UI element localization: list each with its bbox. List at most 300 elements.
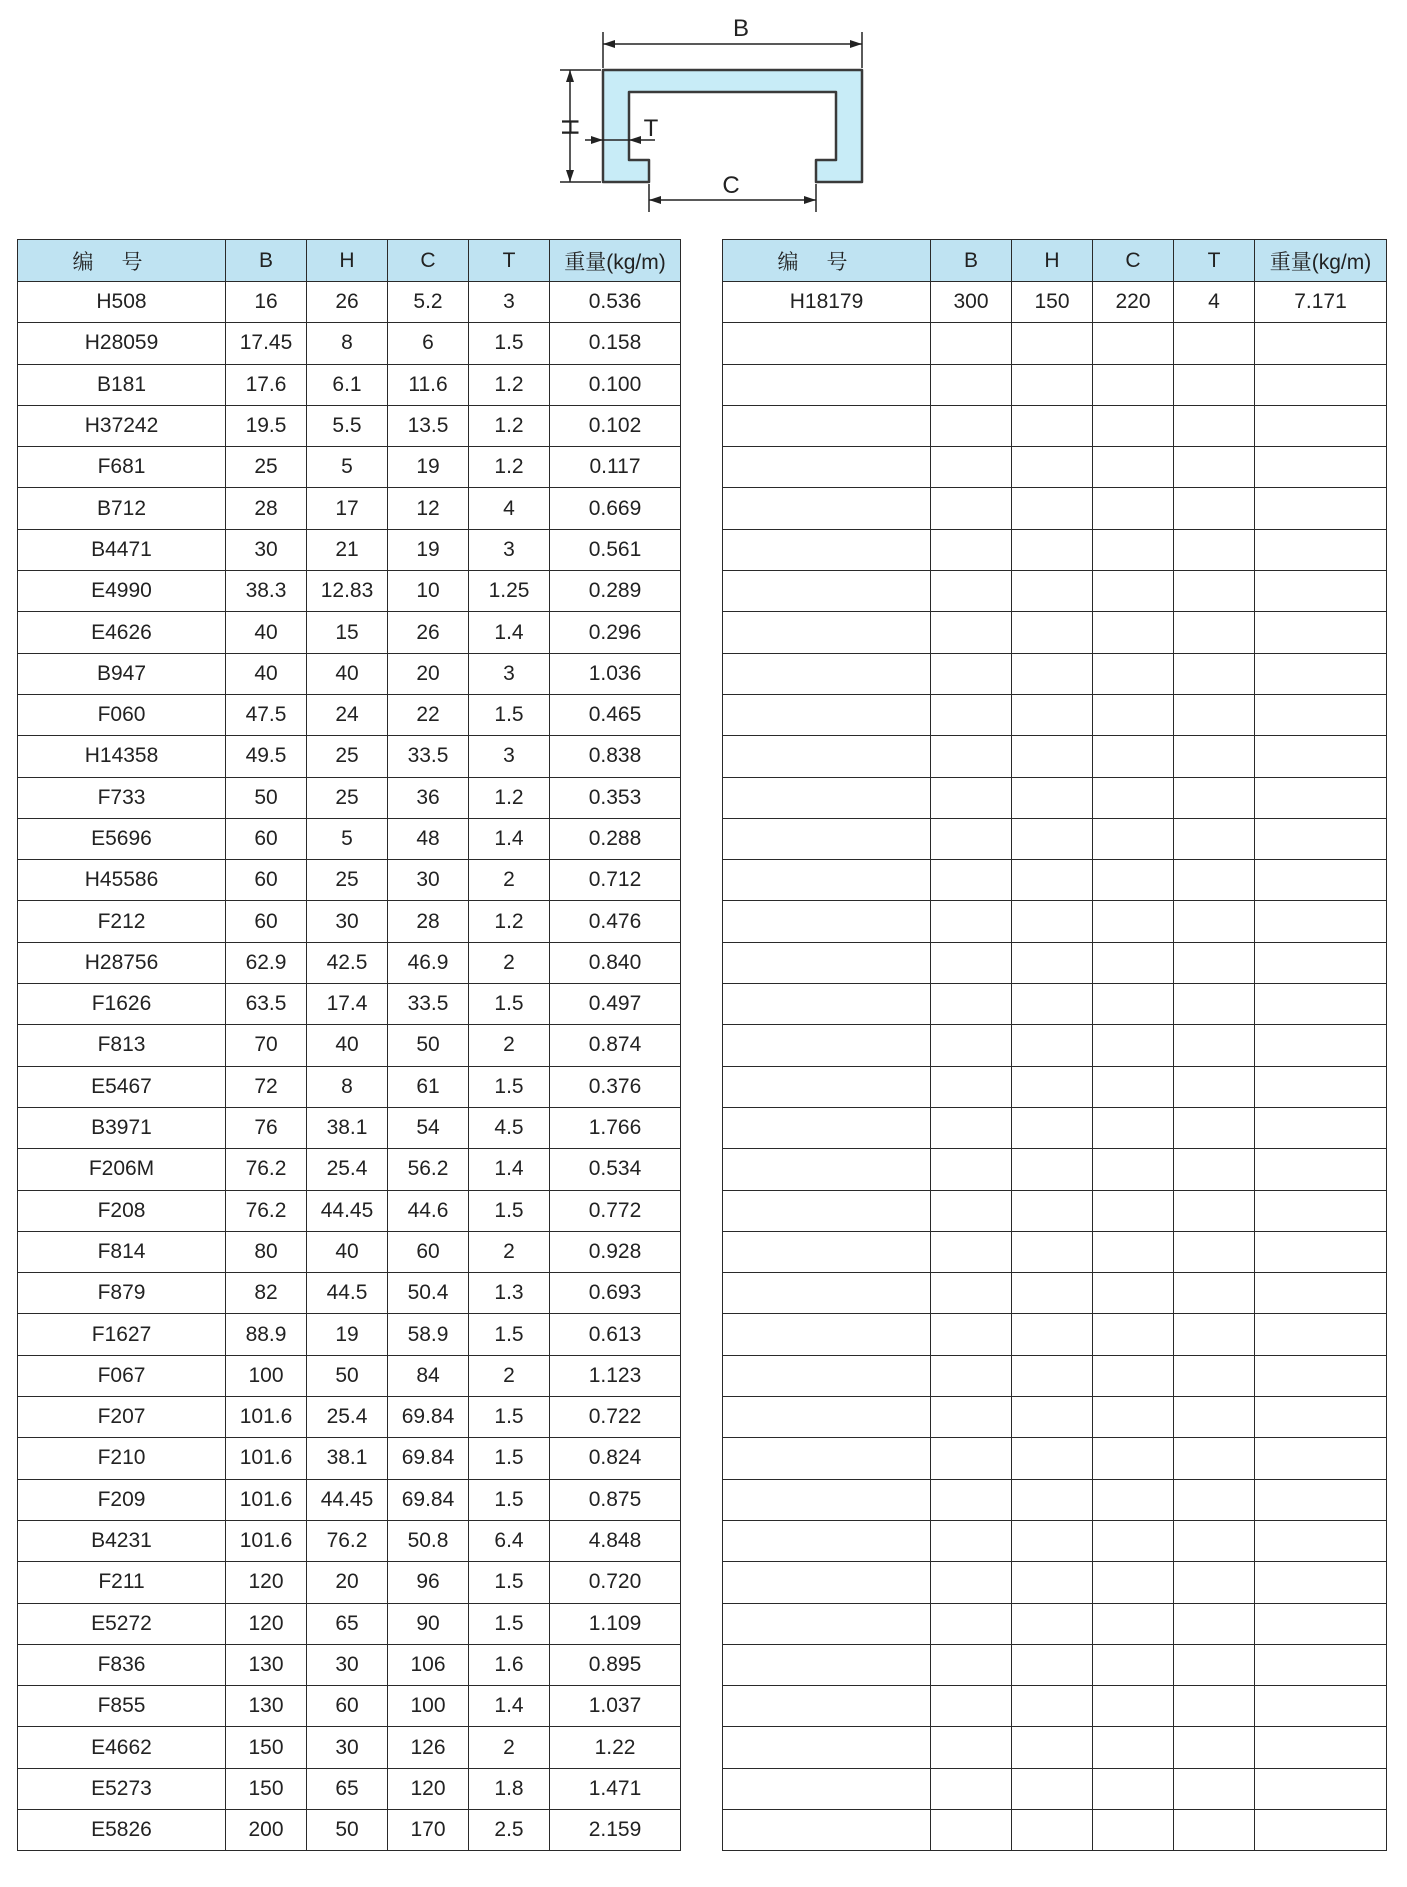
cell-c: 126 bbox=[388, 1727, 469, 1768]
cell-t: 1.2 bbox=[469, 777, 550, 818]
cell-code: H18179 bbox=[723, 282, 931, 323]
cell-code: E5467 bbox=[18, 1066, 226, 1107]
cell-b bbox=[931, 1231, 1012, 1272]
cell-code bbox=[723, 736, 931, 777]
cell-code bbox=[723, 571, 931, 612]
cell-h: 15 bbox=[307, 612, 388, 653]
cell-h: 8 bbox=[307, 323, 388, 364]
cell-b: 17.45 bbox=[226, 323, 307, 364]
cell-code: F733 bbox=[18, 777, 226, 818]
cell-code bbox=[723, 1273, 931, 1314]
cell-b: 38.3 bbox=[226, 571, 307, 612]
cell-t: 1.5 bbox=[469, 1397, 550, 1438]
cell-t: 2 bbox=[469, 1025, 550, 1066]
cell-b bbox=[931, 1809, 1012, 1850]
channel-profile-shape bbox=[603, 70, 862, 182]
cell-t: 4 bbox=[1174, 282, 1255, 323]
header-b: B bbox=[226, 240, 307, 282]
empty-table-row bbox=[723, 818, 1387, 859]
cell-b bbox=[931, 1727, 1012, 1768]
cell-c bbox=[1093, 777, 1174, 818]
empty-table-row bbox=[723, 901, 1387, 942]
cell-weight bbox=[1255, 1603, 1387, 1644]
cell-b bbox=[931, 529, 1012, 570]
empty-table-row bbox=[723, 323, 1387, 364]
cell-b: 130 bbox=[226, 1686, 307, 1727]
dimension-c-label: C bbox=[722, 172, 740, 199]
cell-c: 100 bbox=[388, 1686, 469, 1727]
cell-code: F208 bbox=[18, 1190, 226, 1231]
cell-weight: 0.712 bbox=[550, 860, 681, 901]
cell-t bbox=[1174, 612, 1255, 653]
dimension-c-arrow-left bbox=[649, 196, 661, 204]
cell-weight: 0.824 bbox=[550, 1438, 681, 1479]
cell-weight bbox=[1255, 1644, 1387, 1685]
empty-table-row bbox=[723, 1727, 1387, 1768]
table-row bbox=[18, 1479, 681, 1520]
table-row bbox=[18, 447, 681, 488]
cell-t bbox=[1174, 571, 1255, 612]
cell-b bbox=[931, 571, 1012, 612]
cell-c bbox=[1093, 612, 1174, 653]
cell-code: B4231 bbox=[18, 1520, 226, 1561]
cell-b bbox=[931, 942, 1012, 983]
cell-b: 80 bbox=[226, 1231, 307, 1272]
cell-weight bbox=[1255, 1562, 1387, 1603]
cell-weight: 0.102 bbox=[550, 405, 681, 446]
empty-table-row bbox=[723, 1644, 1387, 1685]
cell-c bbox=[1093, 1727, 1174, 1768]
empty-table-row bbox=[723, 1025, 1387, 1066]
cell-h bbox=[1012, 447, 1093, 488]
cell-h: 42.5 bbox=[307, 942, 388, 983]
cell-b bbox=[931, 1562, 1012, 1603]
cell-weight bbox=[1255, 653, 1387, 694]
table-row bbox=[18, 1107, 681, 1148]
cell-c: 12 bbox=[388, 488, 469, 529]
header-t: T bbox=[469, 240, 550, 282]
cell-h: 30 bbox=[307, 1727, 388, 1768]
cell-c bbox=[1093, 1231, 1174, 1272]
empty-table-row bbox=[723, 612, 1387, 653]
cell-t: 1.5 bbox=[469, 1066, 550, 1107]
cell-code: E4662 bbox=[18, 1727, 226, 1768]
cell-code: F067 bbox=[18, 1355, 226, 1396]
cell-h bbox=[1012, 1562, 1093, 1603]
cell-h bbox=[1012, 736, 1093, 777]
table-row bbox=[18, 1644, 681, 1685]
cell-c: 96 bbox=[388, 1562, 469, 1603]
empty-table-row bbox=[723, 571, 1387, 612]
cell-h bbox=[1012, 1397, 1093, 1438]
cell-h: 38.1 bbox=[307, 1438, 388, 1479]
empty-table-row bbox=[723, 1686, 1387, 1727]
header-weight: 重量(kg/m) bbox=[1255, 240, 1387, 282]
cell-h: 25 bbox=[307, 777, 388, 818]
cell-code: H45586 bbox=[18, 860, 226, 901]
cell-b: 101.6 bbox=[226, 1520, 307, 1561]
cell-c: 50 bbox=[388, 1025, 469, 1066]
cell-weight: 0.693 bbox=[550, 1273, 681, 1314]
empty-table-row bbox=[723, 364, 1387, 405]
cell-c: 220 bbox=[1093, 282, 1174, 323]
cell-h bbox=[1012, 364, 1093, 405]
cell-b bbox=[931, 405, 1012, 446]
cell-code: F813 bbox=[18, 1025, 226, 1066]
cell-weight: 0.353 bbox=[550, 777, 681, 818]
cell-weight: 0.536 bbox=[550, 282, 681, 323]
cell-code: H14358 bbox=[18, 736, 226, 777]
cell-b: 16 bbox=[226, 282, 307, 323]
cell-t: 1.25 bbox=[469, 571, 550, 612]
cell-weight bbox=[1255, 571, 1387, 612]
cell-weight: 0.158 bbox=[550, 323, 681, 364]
cell-weight bbox=[1255, 984, 1387, 1025]
cell-h: 40 bbox=[307, 1231, 388, 1272]
cell-b: 82 bbox=[226, 1273, 307, 1314]
cell-t: 1.2 bbox=[469, 364, 550, 405]
cell-t: 1.5 bbox=[469, 1190, 550, 1231]
dimension-t-label: T bbox=[643, 115, 659, 142]
cell-c: 48 bbox=[388, 818, 469, 859]
cell-h: 25 bbox=[307, 736, 388, 777]
cell-c bbox=[1093, 1273, 1174, 1314]
cell-t bbox=[1174, 1149, 1255, 1190]
table-row bbox=[18, 1149, 681, 1190]
cell-b bbox=[931, 612, 1012, 653]
cell-weight bbox=[1255, 1107, 1387, 1148]
cell-h: 60 bbox=[307, 1686, 388, 1727]
cell-weight bbox=[1255, 818, 1387, 859]
cell-h: 30 bbox=[307, 1644, 388, 1685]
cell-b: 76 bbox=[226, 1107, 307, 1148]
cell-code bbox=[723, 1314, 931, 1355]
cell-weight bbox=[1255, 1149, 1387, 1190]
cell-code bbox=[723, 1809, 931, 1850]
cell-weight: 1.471 bbox=[550, 1768, 681, 1809]
cell-t bbox=[1174, 1273, 1255, 1314]
cell-b bbox=[931, 694, 1012, 735]
cell-t: 1.4 bbox=[469, 1686, 550, 1727]
cell-b: 49.5 bbox=[226, 736, 307, 777]
cell-weight bbox=[1255, 529, 1387, 570]
cell-t: 1.4 bbox=[469, 612, 550, 653]
cell-b: 76.2 bbox=[226, 1190, 307, 1231]
table-row bbox=[18, 694, 681, 735]
cell-b bbox=[931, 1149, 1012, 1190]
cell-h bbox=[1012, 860, 1093, 901]
cell-b: 50 bbox=[226, 777, 307, 818]
cell-t: 1.2 bbox=[469, 447, 550, 488]
cell-h: 44.5 bbox=[307, 1273, 388, 1314]
cell-h bbox=[1012, 488, 1093, 529]
cell-weight bbox=[1255, 364, 1387, 405]
empty-table-row bbox=[723, 736, 1387, 777]
cell-b: 60 bbox=[226, 818, 307, 859]
cell-b bbox=[931, 1686, 1012, 1727]
cell-b: 70 bbox=[226, 1025, 307, 1066]
cell-code: F681 bbox=[18, 447, 226, 488]
cell-t: 1.5 bbox=[469, 1438, 550, 1479]
cell-h bbox=[1012, 777, 1093, 818]
cell-h bbox=[1012, 1355, 1093, 1396]
table-row bbox=[18, 405, 681, 446]
table-row bbox=[18, 364, 681, 405]
cell-c: 46.9 bbox=[388, 942, 469, 983]
cell-code bbox=[723, 901, 931, 942]
table-header-row bbox=[723, 240, 1387, 282]
cell-c bbox=[1093, 860, 1174, 901]
cell-code: E5272 bbox=[18, 1603, 226, 1644]
cell-t bbox=[1174, 405, 1255, 446]
cell-c: 13.5 bbox=[388, 405, 469, 446]
cell-weight: 1.766 bbox=[550, 1107, 681, 1148]
cell-weight bbox=[1255, 1066, 1387, 1107]
cell-c: 56.2 bbox=[388, 1149, 469, 1190]
cell-code bbox=[723, 777, 931, 818]
header-h: H bbox=[307, 240, 388, 282]
cell-h bbox=[1012, 529, 1093, 570]
cell-b: 100 bbox=[226, 1355, 307, 1396]
cell-b: 120 bbox=[226, 1562, 307, 1603]
table-row bbox=[18, 777, 681, 818]
cell-code: F060 bbox=[18, 694, 226, 735]
cell-c bbox=[1093, 1025, 1174, 1066]
header-c: C bbox=[388, 240, 469, 282]
cell-weight bbox=[1255, 447, 1387, 488]
cell-t bbox=[1174, 777, 1255, 818]
cell-c bbox=[1093, 1686, 1174, 1727]
empty-table-row bbox=[723, 860, 1387, 901]
cell-h: 12.83 bbox=[307, 571, 388, 612]
cell-c bbox=[1093, 364, 1174, 405]
cell-t: 1.2 bbox=[469, 405, 550, 446]
cell-code bbox=[723, 984, 931, 1025]
cell-c bbox=[1093, 1520, 1174, 1561]
cell-weight: 0.288 bbox=[550, 818, 681, 859]
cell-b bbox=[931, 1603, 1012, 1644]
cell-h bbox=[1012, 1190, 1093, 1231]
table-row bbox=[18, 1273, 681, 1314]
cell-b: 62.9 bbox=[226, 942, 307, 983]
cell-c: 28 bbox=[388, 901, 469, 942]
cell-c: 69.84 bbox=[388, 1438, 469, 1479]
empty-table-row bbox=[723, 942, 1387, 983]
cell-weight: 4.848 bbox=[550, 1520, 681, 1561]
cell-c: 44.6 bbox=[388, 1190, 469, 1231]
header-c: C bbox=[1093, 240, 1174, 282]
cell-c bbox=[1093, 1355, 1174, 1396]
cell-c: 58.9 bbox=[388, 1314, 469, 1355]
table-row bbox=[18, 1355, 681, 1396]
cell-t: 3 bbox=[469, 282, 550, 323]
cell-weight bbox=[1255, 1686, 1387, 1727]
cell-weight bbox=[1255, 488, 1387, 529]
cell-weight: 0.534 bbox=[550, 1149, 681, 1190]
empty-table-row bbox=[723, 984, 1387, 1025]
cell-t bbox=[1174, 1355, 1255, 1396]
cell-code: F879 bbox=[18, 1273, 226, 1314]
cell-t bbox=[1174, 1520, 1255, 1561]
cell-h: 50 bbox=[307, 1355, 388, 1396]
cell-c: 120 bbox=[388, 1768, 469, 1809]
cell-h bbox=[1012, 1479, 1093, 1520]
empty-table-row bbox=[723, 1355, 1387, 1396]
cell-t bbox=[1174, 323, 1255, 364]
cell-code: F210 bbox=[18, 1438, 226, 1479]
cell-weight bbox=[1255, 942, 1387, 983]
cell-code: F1626 bbox=[18, 984, 226, 1025]
cell-code: F207 bbox=[18, 1397, 226, 1438]
cell-b: 60 bbox=[226, 901, 307, 942]
cell-c bbox=[1093, 1190, 1174, 1231]
cell-b: 63.5 bbox=[226, 984, 307, 1025]
dimension-b-arrow-left bbox=[603, 40, 615, 48]
cell-b bbox=[931, 777, 1012, 818]
header-code: 编号 bbox=[723, 240, 931, 282]
cell-b: 76.2 bbox=[226, 1149, 307, 1190]
cell-h bbox=[1012, 1314, 1093, 1355]
cell-code bbox=[723, 447, 931, 488]
cell-code: F209 bbox=[18, 1479, 226, 1520]
cell-h: 24 bbox=[307, 694, 388, 735]
table-row bbox=[18, 653, 681, 694]
cell-code bbox=[723, 1438, 931, 1479]
cell-t: 1.2 bbox=[469, 901, 550, 942]
cell-h bbox=[1012, 1727, 1093, 1768]
table-row bbox=[18, 612, 681, 653]
cell-weight: 0.722 bbox=[550, 1397, 681, 1438]
cell-b: 17.6 bbox=[226, 364, 307, 405]
cell-b: 150 bbox=[226, 1768, 307, 1809]
empty-table-row bbox=[723, 1479, 1387, 1520]
cell-code bbox=[723, 612, 931, 653]
cell-h bbox=[1012, 1768, 1093, 1809]
table-row bbox=[723, 282, 1387, 323]
cell-h: 65 bbox=[307, 1768, 388, 1809]
cell-h: 150 bbox=[1012, 282, 1093, 323]
cell-h bbox=[1012, 571, 1093, 612]
cell-t: 1.3 bbox=[469, 1273, 550, 1314]
cell-c bbox=[1093, 1397, 1174, 1438]
cell-c bbox=[1093, 405, 1174, 446]
cell-code bbox=[723, 1397, 931, 1438]
cell-b bbox=[931, 1520, 1012, 1561]
empty-table-row bbox=[723, 447, 1387, 488]
cell-h: 44.45 bbox=[307, 1190, 388, 1231]
cell-weight: 0.296 bbox=[550, 612, 681, 653]
empty-table-row bbox=[723, 1768, 1387, 1809]
cell-b bbox=[931, 323, 1012, 364]
cell-b bbox=[931, 1066, 1012, 1107]
cell-c: 26 bbox=[388, 612, 469, 653]
cell-h: 6.1 bbox=[307, 364, 388, 405]
cell-c bbox=[1093, 736, 1174, 777]
cell-weight: 0.561 bbox=[550, 529, 681, 570]
empty-table-row bbox=[723, 529, 1387, 570]
cell-h: 40 bbox=[307, 653, 388, 694]
cell-c: 90 bbox=[388, 1603, 469, 1644]
cell-h: 76.2 bbox=[307, 1520, 388, 1561]
cell-weight: 1.037 bbox=[550, 1686, 681, 1727]
empty-table-row bbox=[723, 488, 1387, 529]
cell-h: 26 bbox=[307, 282, 388, 323]
cell-c: 11.6 bbox=[388, 364, 469, 405]
cell-b bbox=[931, 488, 1012, 529]
cell-weight bbox=[1255, 777, 1387, 818]
cell-t bbox=[1174, 1397, 1255, 1438]
cell-weight bbox=[1255, 1355, 1387, 1396]
cell-code bbox=[723, 1768, 931, 1809]
cell-c: 19 bbox=[388, 529, 469, 570]
cell-c bbox=[1093, 1066, 1174, 1107]
cell-b bbox=[931, 984, 1012, 1025]
cell-h: 5 bbox=[307, 818, 388, 859]
cell-c bbox=[1093, 694, 1174, 735]
empty-table-row bbox=[723, 1066, 1387, 1107]
table-row bbox=[18, 818, 681, 859]
cell-weight: 0.875 bbox=[550, 1479, 681, 1520]
cell-c bbox=[1093, 1314, 1174, 1355]
cell-c bbox=[1093, 488, 1174, 529]
cell-weight: 0.840 bbox=[550, 942, 681, 983]
cell-weight: 7.171 bbox=[1255, 282, 1387, 323]
cell-code: H28059 bbox=[18, 323, 226, 364]
cell-t: 2 bbox=[469, 1231, 550, 1272]
cell-t bbox=[1174, 942, 1255, 983]
cell-h bbox=[1012, 942, 1093, 983]
cell-b bbox=[931, 818, 1012, 859]
cell-h: 38.1 bbox=[307, 1107, 388, 1148]
cell-c: 33.5 bbox=[388, 984, 469, 1025]
cell-b bbox=[931, 653, 1012, 694]
cell-weight: 0.289 bbox=[550, 571, 681, 612]
cell-code: H37242 bbox=[18, 405, 226, 446]
cell-t: 1.5 bbox=[469, 984, 550, 1025]
cell-h: 5.5 bbox=[307, 405, 388, 446]
cell-t bbox=[1174, 1479, 1255, 1520]
cell-code: B947 bbox=[18, 653, 226, 694]
cell-code: F212 bbox=[18, 901, 226, 942]
cell-b: 101.6 bbox=[226, 1479, 307, 1520]
dimension-t-arrow-right bbox=[629, 136, 641, 144]
cell-h bbox=[1012, 1273, 1093, 1314]
cell-h: 40 bbox=[307, 1025, 388, 1066]
cell-weight bbox=[1255, 323, 1387, 364]
cell-h: 25.4 bbox=[307, 1149, 388, 1190]
cell-h: 17.4 bbox=[307, 984, 388, 1025]
dimension-b-label: B bbox=[732, 15, 750, 42]
table-row bbox=[18, 1727, 681, 1768]
cell-b: 47.5 bbox=[226, 694, 307, 735]
cell-t: 2 bbox=[469, 1355, 550, 1396]
cell-weight: 0.376 bbox=[550, 1066, 681, 1107]
table-header-row bbox=[18, 240, 681, 282]
cell-b: 30 bbox=[226, 529, 307, 570]
cell-c: 50.4 bbox=[388, 1273, 469, 1314]
empty-table-row bbox=[723, 1314, 1387, 1355]
cell-t bbox=[1174, 694, 1255, 735]
cell-weight: 0.613 bbox=[550, 1314, 681, 1355]
cell-t: 1.4 bbox=[469, 818, 550, 859]
cell-code: F211 bbox=[18, 1562, 226, 1603]
empty-table-row bbox=[723, 1809, 1387, 1850]
cell-t bbox=[1174, 364, 1255, 405]
cell-h: 19 bbox=[307, 1314, 388, 1355]
cell-t: 1.5 bbox=[469, 1314, 550, 1355]
cell-c bbox=[1093, 1809, 1174, 1850]
cell-t bbox=[1174, 1603, 1255, 1644]
